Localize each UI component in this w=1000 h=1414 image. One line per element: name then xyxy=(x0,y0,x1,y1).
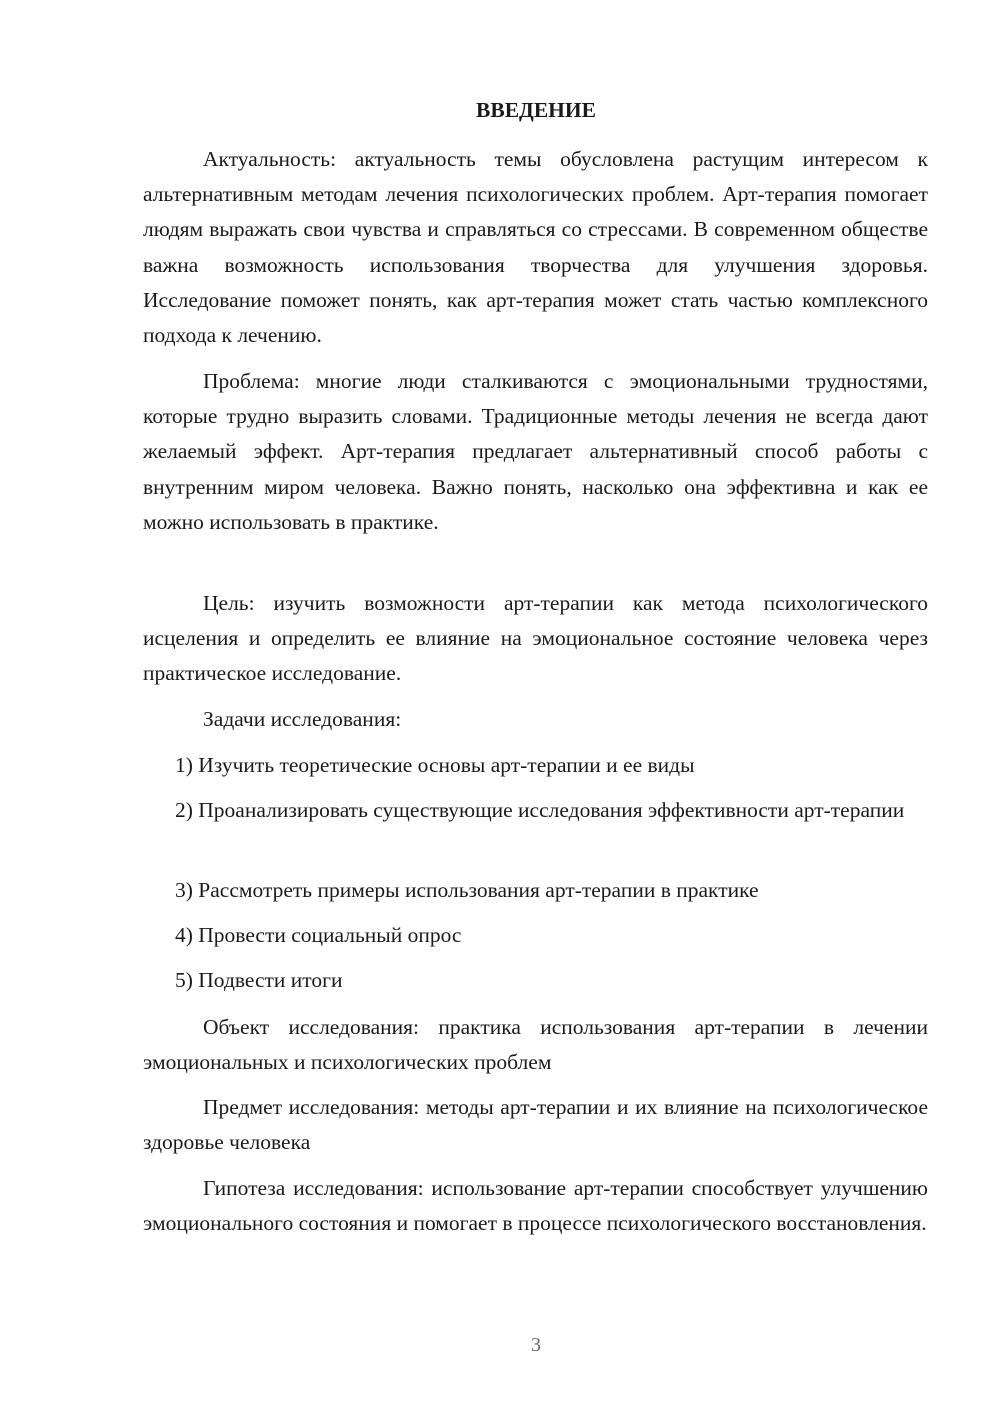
problem-paragraph: Проблема: многие люди сталкиваются с эмоциональными трудностями, которые трудно выразить словами. Традиционные методы лечения не всегда дают желаемый эффект. Арт-терапия предлагает альтернативный способ работы с внутренним миром человека. Важно понять, насколько она эффективна и как ее можно использовать в практике. xyxy=(143,369,928,534)
tasks-heading: Задачи исследования: xyxy=(203,707,402,731)
task-item-3: 3) Рассмотреть примеры использования арт-терапии в практике xyxy=(175,878,759,902)
subject-paragraph: Предмет исследования: методы арт-терапии и их влияние на психологическое здоровье человека xyxy=(143,1095,928,1155)
task-item-4: 4) Провести социальный опрос xyxy=(175,923,462,947)
relevance-paragraph: Актуальность: актуальность темы обусловлена растущим интересом к альтернативным методам лечения психологических проблем. Арт-терапия помогает людям выражать свои чувства и справляться со стрессами. В современном обществе важна возможность использования творчества для улучшения здоровья. Исследование поможет понять, как арт-терапия может стать частью комплексного подхода к лечению. xyxy=(143,147,928,348)
task-item-2: 2) Проанализировать существующие исследования эффективности арт-терапии xyxy=(175,798,905,822)
page-number: 3 xyxy=(531,1334,541,1356)
task-item-5: 5) Подвести итоги xyxy=(175,968,343,992)
object-paragraph: Объект исследования: практика использования арт-терапии в лечении эмоциональных и психологических проблем xyxy=(143,1015,928,1075)
hypothesis-paragraph: Гипотеза исследования: использование арт-терапии способствует улучшению эмоционального состояния и помогает в процессе психологического восстановления. xyxy=(143,1176,928,1236)
task-item-1: 1) Изучить теоретические основы арт-терапии и ее виды xyxy=(175,753,695,777)
goal-paragraph: Цель: изучить возможности арт-терапии как метода психологического исцеления и определить ее влияние на эмоциональное состояние человека через практическое исследование. xyxy=(143,591,928,686)
section-title: ВВЕДЕНИЕ xyxy=(476,98,596,122)
